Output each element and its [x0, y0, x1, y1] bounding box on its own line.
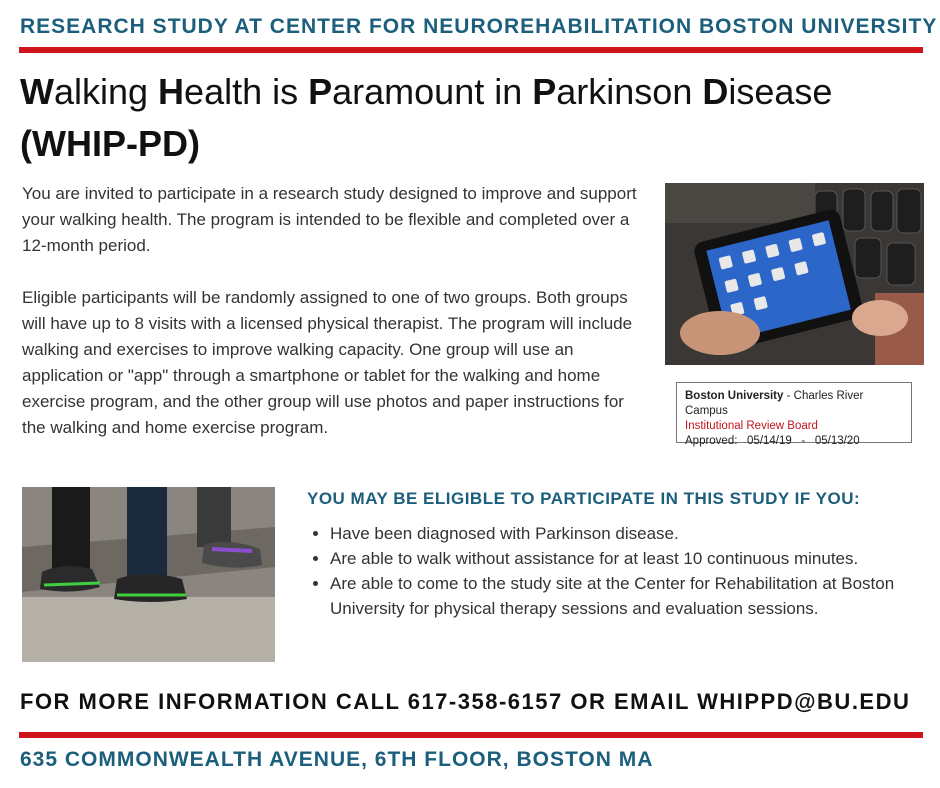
address: 635 COMMONWEALTH AVENUE, 6TH FLOOR, BOSTON MA — [20, 748, 654, 771]
criterion-item: • Have been diagnosed with Parkinson disease. — [330, 521, 920, 546]
top-divider — [19, 47, 923, 53]
intro-paragraph-2: Eligible participants will be randomly assigned to one of two groups. Both groups will have up to 8 visits with a licensed physical therapist. The program will include walking and exercises to improve walking capacity. One group will use an application or "app" through a smartphone or tablet for the walking and home exercise program, and the other group will use photos and paper instructions for the walking and home exercise program. — [22, 288, 633, 437]
intro-paragraph-1: You are invited to participate in a research study designed to improve and support your walking health. The program is intended to be flexible and completed over a 12-month period. — [22, 184, 637, 255]
contact-info: FOR MORE INFORMATION CALL 617-358-6157 OR EMAIL WHIPPD@BU.EDU — [20, 689, 911, 714]
irb-university-line: Boston University - Charles River Campus — [685, 390, 864, 417]
eligibility-heading: YOU MAY BE ELIGIBLE TO PARTICIPATE IN THIS STUDY IF YOU: — [307, 489, 861, 508]
study-title — [20, 66, 900, 170]
title-acronym: (WHIP-PD) — [20, 123, 200, 164]
title-line: Walking Health is Paramount in Parkinson Disease — [20, 71, 833, 112]
criterion-item: • Are able to walk without assistance for at least 10 continuous minutes. — [330, 546, 920, 571]
irb-board: Institutional Review Board — [685, 420, 818, 432]
criterion-item: • Are able to come to the study site at the Center for Rehabilitation at Boston University for physical therapy sessions and evaluation sessions. — [330, 571, 920, 621]
study-header: RESEARCH STUDY AT CENTER FOR NEUROREHABILITATION BOSTON UNIVERSITY — [20, 15, 938, 38]
tablet-photo — [665, 183, 924, 365]
irb-dates: Approved: 05/14/19 - 05/13/20 — [685, 435, 860, 447]
eligibility-criteria-list — [308, 521, 920, 621]
intro-text — [22, 181, 652, 467]
bottom-divider — [19, 732, 923, 738]
irb-approval-stamp — [676, 382, 912, 447]
walking-shoes-photo — [22, 487, 275, 662]
